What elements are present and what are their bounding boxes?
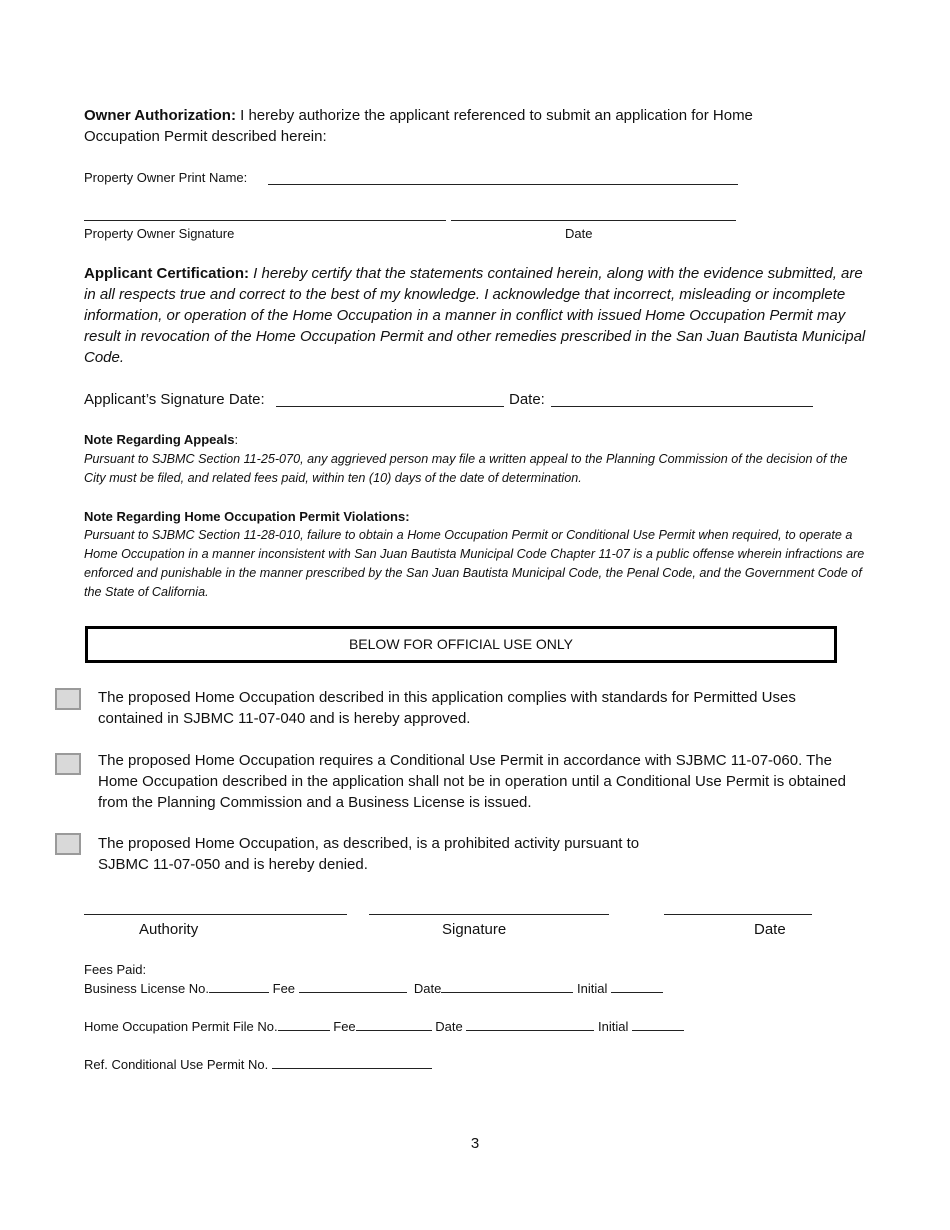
cup-field[interactable] xyxy=(272,1055,432,1069)
business-license-initial-field[interactable] xyxy=(611,979,663,993)
business-license-date-field[interactable] xyxy=(441,979,573,993)
violations-text: Pursuant to SJBMC Section 11-28-010, failure to obtain a Home Occupation Permit or Conditional Use Permit when required, to operate a Home Occupation in a manner inconsistent with San Juan Bautista Municipal Code Chapter 11-07 is a public offense wherein infractions are enforced and punishable in the manner prescribed by the San Juan Bautista Municipal Code, the Penal Code, and the Government Code of the State of California. xyxy=(84,528,865,599)
owner-authorization-heading: Owner Authorization: xyxy=(84,107,236,124)
deny-option-text-line1: The proposed Home Occupation, as described, is a prohibited activity pursuant to xyxy=(98,835,640,852)
authority-date-field[interactable] xyxy=(664,914,812,915)
owner-print-name-label: Property Owner Print Name: xyxy=(84,170,248,185)
approve-checkbox[interactable] xyxy=(55,688,81,710)
cup-label: Ref. Conditional Use Permit No. xyxy=(84,1057,269,1072)
hop-file-label: Home Occupation Permit File No. xyxy=(84,1019,278,1034)
authority-date-label: Date xyxy=(754,921,786,938)
hop-file-row xyxy=(84,1017,684,1036)
official-use-banner: BELOW FOR OFFICIAL USE ONLY xyxy=(85,626,837,663)
authority-signature-label: Signature xyxy=(442,921,507,938)
deny-checkbox[interactable] xyxy=(55,833,81,855)
hop-initial-field[interactable] xyxy=(632,1017,684,1031)
hop-initial-label: Initial xyxy=(598,1019,629,1034)
owner-signature-label: Property Owner Signature xyxy=(84,226,235,241)
owner-signature-field[interactable] xyxy=(84,220,446,221)
applicant-signature-field[interactable] xyxy=(276,406,504,407)
appeals-heading: Note Regarding Appeals xyxy=(84,432,235,447)
hop-date-field[interactable] xyxy=(466,1017,594,1031)
applicant-certification-heading: Applicant Certification: xyxy=(84,265,250,282)
hop-fee-label: Fee xyxy=(333,1019,356,1034)
applicant-date-field[interactable] xyxy=(551,406,813,407)
hop-date-label: Date xyxy=(435,1019,463,1034)
business-license-field[interactable] xyxy=(209,979,269,993)
business-license-fee-label: Fee xyxy=(272,981,296,996)
authority-label: Authority xyxy=(139,921,199,938)
appeals-colon: : xyxy=(234,432,239,447)
owner-authorization-paragraph xyxy=(84,105,814,147)
owner-date-label: Date xyxy=(565,226,593,241)
approve-option-text: The proposed Home Occupation described in this application complies with standards for Permitted Uses contained in SJBMC 11-07-040 and is hereby approved. xyxy=(98,689,796,727)
authority-field[interactable] xyxy=(84,914,347,915)
applicant-signature-date-label: Applicant’s Signature Date: xyxy=(84,391,265,408)
cup-required-checkbox[interactable] xyxy=(55,753,81,775)
hop-fee-field[interactable] xyxy=(356,1017,432,1031)
applicant-certification-text: I hereby certify that the statements contained herein, along with the evidence submitted, are in all respects true and correct to the best of my knowledge. I acknowledge that incorrect, misleading or incomplete information, or operation of the Home Occupation in a manner in conflict with issued Home Occupation Permit may result in revocation of the Home Occupation Permit and other remedies prescribed in the San Juan Bautista Municipal Code. xyxy=(84,265,866,366)
appeals-heading-line xyxy=(84,430,238,449)
appeals-text: Pursuant to SJBMC Section 11-25-070, any aggrieved person may file a written appeal to the Planning Commission of the decision of the City must be filed, and related fees paid, within ten (10) days of the date of determination. xyxy=(84,452,848,485)
owner-date-field[interactable] xyxy=(451,220,736,221)
cup-row xyxy=(84,1055,432,1074)
owner-authorization-text: I hereby authorize the applicant referenced to submit an application for Home Occupation Permit described herein: xyxy=(84,107,753,145)
hop-file-field[interactable] xyxy=(278,1017,330,1031)
cup-required-option-text: The proposed Home Occupation requires a Conditional Use Permit in accordance with SJBMC 11-07-060. The Home Occupation described in the application shall not be in operation until a Conditional Use Permit is obtained from the Planning Commission and a Business License is issued. xyxy=(98,752,846,811)
authority-signature-field[interactable] xyxy=(369,914,609,915)
business-license-row xyxy=(84,979,663,998)
business-license-date-label: Date xyxy=(413,981,442,996)
deny-option-text-line2: SJBMC 11-07-050 and is hereby denied. xyxy=(98,856,368,873)
owner-print-name-field[interactable] xyxy=(268,184,738,185)
applicant-date-label: Date: xyxy=(509,391,545,408)
page-number: 3 xyxy=(470,1135,480,1152)
applicant-certification-paragraph xyxy=(84,263,870,368)
violations-heading: Note Regarding Home Occupation Permit Violations: xyxy=(84,509,410,524)
business-license-initial-label: Initial xyxy=(577,981,608,996)
fees-paid-heading: Fees Paid: xyxy=(84,962,147,977)
business-license-fee-field[interactable] xyxy=(299,979,407,993)
business-license-label: Business License No. xyxy=(84,981,210,996)
